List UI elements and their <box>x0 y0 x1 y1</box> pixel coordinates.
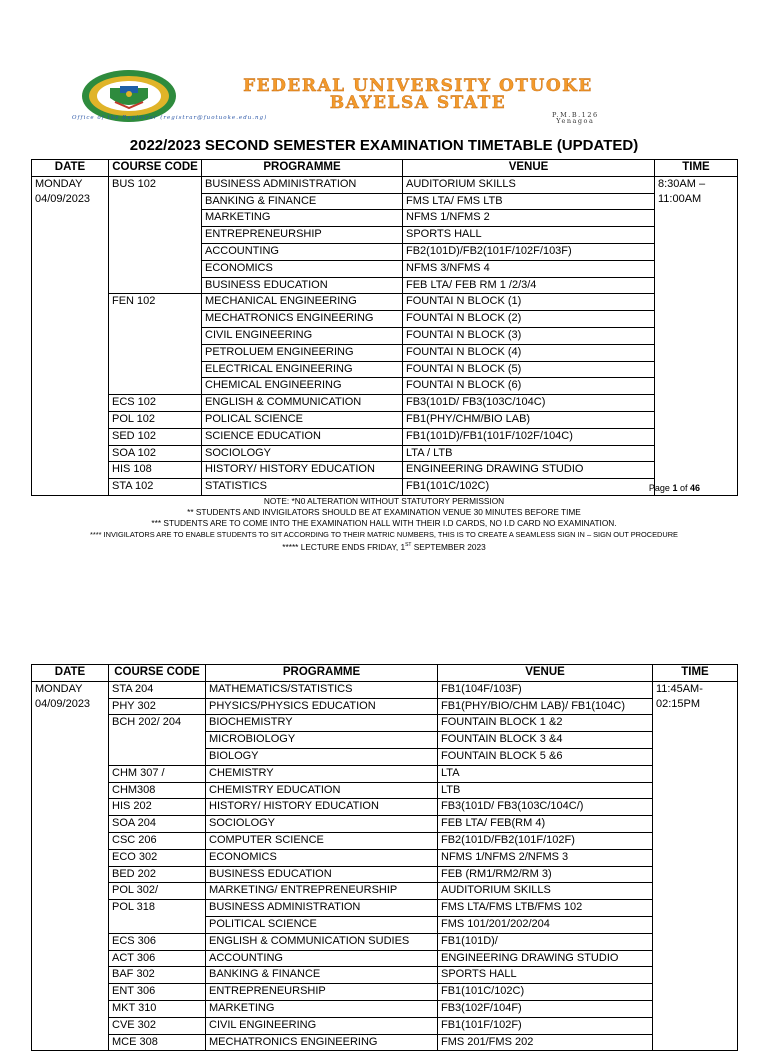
date-value: 04/09/2023 <box>35 192 91 205</box>
course-code-cell <box>109 748 206 765</box>
course-code-cell: MKT 310 <box>109 1000 206 1017</box>
pmb-address <box>552 112 599 124</box>
venue-cell: FB1(PHY/CHM/BIO LAB) <box>403 411 655 428</box>
letterhead <box>0 60 768 130</box>
note-5-text: ***** LECTURE ENDS FRIDAY, 1 <box>282 541 406 552</box>
venue-cell: FB1(104F/103F) <box>438 681 653 698</box>
course-code-cell: MCE 308 <box>109 1034 206 1051</box>
pmb-line: P.M.B.126 <box>552 111 599 119</box>
programme-cell: BUSINESS EDUCATION <box>202 277 403 294</box>
course-code-cell: CHM 307 / <box>109 765 206 782</box>
course-code-cell <box>109 227 202 244</box>
date-cell <box>32 176 109 495</box>
venue-cell: FOUNTAIN BLOCK 1 &2 <box>438 715 653 732</box>
table-row <box>32 428 738 445</box>
table-row <box>32 782 738 799</box>
programme-cell: MATHEMATICS/STATISTICS <box>206 681 438 698</box>
time-cell <box>653 681 738 1051</box>
document-title: 2022/2023 SECOND SEMESTER EXAMINATION TIMETABLE (UPDATED) <box>129 137 639 154</box>
course-code-cell <box>109 193 202 210</box>
programme-cell: BIOCHEMISTRY <box>206 715 438 732</box>
programme-cell: MECHANICAL ENGINEERING <box>202 294 403 311</box>
venue-cell: LTA / LTB <box>403 445 655 462</box>
venue-cell: FEB (RM1/RM2/RM 3) <box>438 866 653 883</box>
table-row <box>32 799 738 816</box>
time-start: 8:30AM – <box>658 177 706 190</box>
course-code-cell: ACT 306 <box>109 950 206 967</box>
programme-cell: MARKETING/ ENTREPRENEURSHIP <box>206 883 438 900</box>
header-programme: PROGRAMME <box>202 160 403 177</box>
venue-cell: FB1(101D)/FB1(101F/102F/104C) <box>403 428 655 445</box>
course-code-cell <box>109 277 202 294</box>
venue-cell: SPORTS HALL <box>403 227 655 244</box>
table-row <box>32 193 738 210</box>
page-current: 1 <box>672 483 678 493</box>
programme-cell: BUSINESS ADMINISTRATION <box>202 176 403 193</box>
header-time: TIME <box>653 665 738 682</box>
time-end: 11:00AM <box>658 192 702 205</box>
programme-cell: MARKETING <box>202 210 403 227</box>
programme-cell: POLICAL SCIENCE <box>202 411 403 428</box>
venue-cell: FMS 101/201/202/204 <box>438 916 653 933</box>
table-row <box>32 277 738 294</box>
programme-cell: ELECTRICAL ENGINEERING <box>202 361 403 378</box>
table-row <box>32 311 738 328</box>
course-code-cell: ECS 306 <box>109 933 206 950</box>
venue-cell: FOUNTAI N BLOCK (6) <box>403 378 655 395</box>
venue-cell: FMS LTA/FMS LTB/FMS 102 <box>438 900 653 917</box>
course-code-cell: FEN 102 <box>109 294 202 311</box>
venue-cell: FB3(102F/104F) <box>438 1000 653 1017</box>
header-course-code: COURSE CODE <box>109 665 206 682</box>
table-row <box>32 866 738 883</box>
course-code-cell: PHY 302 <box>109 698 206 715</box>
university-name <box>198 78 638 112</box>
venue-cell: FOUNTAI N BLOCK (3) <box>403 327 655 344</box>
programme-cell: SCIENCE EDUCATION <box>202 428 403 445</box>
table-row <box>32 950 738 967</box>
programme-cell: MECHATRONICS ENGINEERING <box>202 311 403 328</box>
programme-cell: SOCIOLOGY <box>202 445 403 462</box>
date-day: MONDAY <box>35 177 83 190</box>
header-venue: VENUE <box>403 160 655 177</box>
date-value: 04/09/2023 <box>35 697 91 710</box>
programme-cell: BUSINESS EDUCATION <box>206 866 438 883</box>
course-code-cell: STA 204 <box>109 681 206 698</box>
programme-cell: MARKETING <box>206 1000 438 1017</box>
table-header-row <box>32 160 738 177</box>
course-code-cell <box>109 327 202 344</box>
venue-cell: AUDITORIUM SKILLS <box>403 176 655 193</box>
table-row <box>32 765 738 782</box>
table-row <box>32 210 738 227</box>
programme-cell: CHEMISTRY EDUCATION <box>206 782 438 799</box>
table-row <box>32 395 738 412</box>
table-row <box>32 883 738 900</box>
table-row <box>32 462 738 479</box>
venue-cell: NFMS 3/NFMS 4 <box>403 260 655 277</box>
course-code-cell: SOA 204 <box>109 816 206 833</box>
course-code-cell: BAF 302 <box>109 967 206 984</box>
table-row <box>32 967 738 984</box>
header-time: TIME <box>655 160 738 177</box>
programme-cell: CHEMISTRY <box>206 765 438 782</box>
course-code-cell <box>109 732 206 749</box>
city-line: Yenagoa <box>556 117 595 125</box>
time-cell <box>655 176 738 495</box>
programme-cell: PETROLUEM ENGINEERING <box>202 344 403 361</box>
venue-cell: ENGINEERING DRAWING STUDIO <box>438 950 653 967</box>
table-row <box>32 1034 738 1051</box>
programme-cell: BUSINESS ADMINISTRATION <box>206 900 438 917</box>
venue-cell: NFMS 1/NFMS 2/NFMS 3 <box>438 849 653 866</box>
venue-cell: FB1(101C/102C) <box>403 479 655 496</box>
page-of: of <box>677 483 690 493</box>
course-code-cell: STA 102 <box>109 479 202 496</box>
date-day: MONDAY <box>35 682 83 695</box>
programme-cell: ECONOMICS <box>206 849 438 866</box>
programme-cell: HISTORY/ HISTORY EDUCATION <box>206 799 438 816</box>
note-2: ** STUDENTS AND INVIGILATORS SHOULD BE AT EXAMINATION VENUE 30 MINUTES BEFORE TIME <box>187 507 581 517</box>
time-end: 02:15PM <box>656 697 701 710</box>
programme-cell: ENGLISH & COMMUNICATION <box>202 395 403 412</box>
venue-cell: LTB <box>438 782 653 799</box>
programme-cell: CIVIL ENGINEERING <box>202 327 403 344</box>
note-3: *** STUDENTS ARE TO COME INTO THE EXAMINATION HALL WITH THEIR I.D CARDS, NO I.D CARD NO EXAMINATION. <box>151 518 617 528</box>
course-code-cell: BUS 102 <box>109 176 202 193</box>
venue-cell: FOUNTAIN BLOCK 5 &6 <box>438 748 653 765</box>
programme-cell: ACCOUNTING <box>206 950 438 967</box>
venue-cell: FB1(101D)/ <box>438 933 653 950</box>
course-code-cell <box>109 210 202 227</box>
note-5 <box>0 540 768 553</box>
programme-cell: STATISTICS <box>202 479 403 496</box>
course-code-cell <box>109 243 202 260</box>
programme-cell: CHEMICAL ENGINEERING <box>202 378 403 395</box>
course-code-cell <box>109 916 206 933</box>
table-row <box>32 816 738 833</box>
programme-cell: ENTREPRENEURSHIP <box>202 227 403 244</box>
table-row <box>32 916 738 933</box>
timetable-afternoon <box>31 664 738 1051</box>
exam-notes <box>0 496 768 553</box>
note-4: **** INVIGILATORS ARE TO ENABLE STUDENTS TO SIT ACCORDING TO THEIR MATRIC NUMBERS, THIS IS TO CREATE A SEAMLESS SIGN IN – SIGN OUT PROCEDURE <box>90 530 678 539</box>
programme-cell: POLITICAL SCIENCE <box>206 916 438 933</box>
programme-cell: BANKING & FINANCE <box>202 193 403 210</box>
course-code-cell: SOA 102 <box>109 445 202 462</box>
venue-cell: FOUNTAI N BLOCK (1) <box>403 294 655 311</box>
header-date: DATE <box>32 665 109 682</box>
venue-cell: FMS 201/FMS 202 <box>438 1034 653 1051</box>
programme-cell: ENGLISH & COMMUNICATION SUDIES <box>206 933 438 950</box>
header-venue: VENUE <box>438 665 653 682</box>
course-code-cell: POL 318 <box>109 900 206 917</box>
header-date: DATE <box>32 160 109 177</box>
course-code-cell <box>109 260 202 277</box>
table-row <box>32 327 738 344</box>
table-row <box>32 260 738 277</box>
course-code-cell: CVE 302 <box>109 1017 206 1034</box>
venue-cell: SPORTS HALL <box>438 967 653 984</box>
venue-cell: AUDITORIUM SKILLS <box>438 883 653 900</box>
table-row <box>32 1017 738 1034</box>
table-row <box>32 849 738 866</box>
venue-cell: FB2(101D/FB2(101F/102F) <box>438 832 653 849</box>
course-code-cell: BED 202 <box>109 866 206 883</box>
venue-cell: FB2(101D)/FB2(101F/102F/103F) <box>403 243 655 260</box>
page-prefix: Page <box>648 483 673 493</box>
course-code-cell: POL 102 <box>109 411 202 428</box>
programme-cell: MECHATRONICS ENGINEERING <box>206 1034 438 1051</box>
table-row <box>32 411 738 428</box>
course-code-cell: HIS 108 <box>109 462 202 479</box>
table-row <box>32 294 738 311</box>
programme-cell: CIVIL ENGINEERING <box>206 1017 438 1034</box>
venue-cell: FEB LTA/ FEB RM 1 /2/3/4 <box>403 277 655 294</box>
table-row <box>32 445 738 462</box>
venue-cell: FEB LTA/ FEB(RM 4) <box>438 816 653 833</box>
venue-cell: FB1(101F/102F) <box>438 1017 653 1034</box>
table-row <box>32 176 738 193</box>
table-row <box>32 715 738 732</box>
course-code-cell: SED 102 <box>109 428 202 445</box>
table-row <box>32 1000 738 1017</box>
programme-cell: HISTORY/ HISTORY EDUCATION <box>202 462 403 479</box>
venue-cell: FB3(101D/ FB3(103C/104C) <box>403 395 655 412</box>
course-code-cell <box>109 311 202 328</box>
course-code-cell: BCH 202/ 204 <box>109 715 206 732</box>
programme-cell: BANKING & FINANCE <box>206 967 438 984</box>
course-code-cell <box>109 344 202 361</box>
venue-cell: FOUNTAI N BLOCK (4) <box>403 344 655 361</box>
programme-cell: ECONOMICS <box>202 260 403 277</box>
table-row <box>32 698 738 715</box>
table-row <box>32 361 738 378</box>
table-row <box>32 984 738 1001</box>
venue-cell: NFMS 1/NFMS 2 <box>403 210 655 227</box>
university-name-line1: FEDERAL UNIVERSITY OTUOKE <box>243 76 593 96</box>
venue-cell: FB3(101D/ FB3(103C/104C/) <box>438 799 653 816</box>
page-total: 46 <box>689 483 700 493</box>
page-number <box>600 483 700 493</box>
course-code-cell: HIS 202 <box>109 799 206 816</box>
date-cell <box>32 681 109 1051</box>
course-code-cell: ENT 306 <box>109 984 206 1001</box>
venue-cell: FB1(101C/102C) <box>438 984 653 1001</box>
course-code-cell <box>109 378 202 395</box>
table-row <box>32 933 738 950</box>
header-course-code: COURSE CODE <box>109 160 202 177</box>
programme-cell: MICROBIOLOGY <box>206 732 438 749</box>
venue-cell: FB1(PHY/BIO/CHM LAB)/ FB1(104C) <box>438 698 653 715</box>
registrar-office-line: Office of the Registrar (registrar@fuotuoke.edu.ng) <box>72 115 268 121</box>
programme-cell: PHYSICS/PHYSICS EDUCATION <box>206 698 438 715</box>
table-row <box>32 243 738 260</box>
university-name-line2: BAYELSA STATE <box>329 93 507 113</box>
course-code-cell: ECO 302 <box>109 849 206 866</box>
table-row <box>32 832 738 849</box>
venue-cell: FOUNTAIN BLOCK 3 &4 <box>438 732 653 749</box>
programme-cell: ENTREPRENEURSHIP <box>206 984 438 1001</box>
table-row <box>32 748 738 765</box>
table-row <box>32 732 738 749</box>
table-row <box>32 344 738 361</box>
note-1: NOTE: *N0 ALTERATION WITHOUT STATUTORY PERMISSION <box>263 496 505 506</box>
programme-cell: COMPUTER SCIENCE <box>206 832 438 849</box>
venue-cell: FOUNTAI N BLOCK (2) <box>403 311 655 328</box>
venue-cell: ENGINEERING DRAWING STUDIO <box>403 462 655 479</box>
programme-cell: BIOLOGY <box>206 748 438 765</box>
note-5-sup: ST <box>405 542 412 548</box>
venue-cell: FOUNTAI N BLOCK (5) <box>403 361 655 378</box>
table-row <box>32 900 738 917</box>
table-row <box>32 227 738 244</box>
course-code-cell: POL 302/ <box>109 883 206 900</box>
note-5-end: SEPTEMBER 2023 <box>411 541 486 552</box>
time-start: 11:45AM- <box>656 682 703 695</box>
table-row <box>32 681 738 698</box>
venue-cell: FMS LTA/ FMS LTB <box>403 193 655 210</box>
course-code-cell: CHM308 <box>109 782 206 799</box>
programme-cell: ACCOUNTING <box>202 243 403 260</box>
table-row <box>32 378 738 395</box>
header-programme: PROGRAMME <box>206 665 438 682</box>
course-code-cell: CSC 206 <box>109 832 206 849</box>
timetable-morning <box>31 159 738 496</box>
venue-cell: LTA <box>438 765 653 782</box>
programme-cell: SOCIOLOGY <box>206 816 438 833</box>
table-header-row <box>32 665 738 682</box>
course-code-cell <box>109 361 202 378</box>
course-code-cell: ECS 102 <box>109 395 202 412</box>
